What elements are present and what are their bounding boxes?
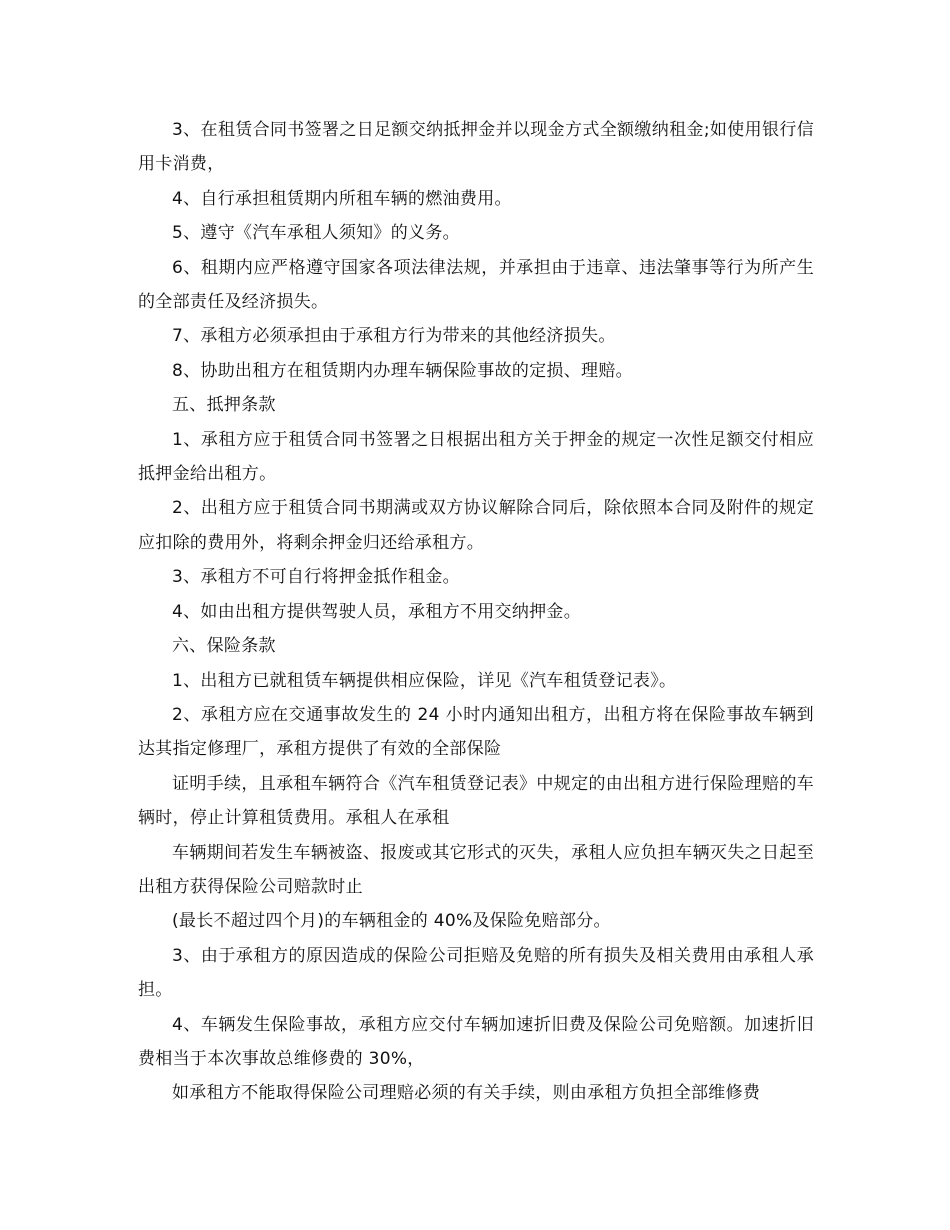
clause-5-1: 1、承租方应于租赁合同书签署之日根据出租方关于押金的规定一次性足额交付相应抵押金给出租方。	[138, 429, 814, 485]
clause-5-3: 3、承租方不可自行将押金抵作租金。	[172, 567, 460, 588]
clause-5-4: 4、如由出租方提供驾驶人员，承租方不用交纳押金。	[172, 601, 582, 622]
clause-4-5: 5、遵守《汽车承租人须知》的义务。	[172, 223, 460, 244]
clause-6-4: 4、车辆发生保险事故，承租方应交付车辆加速折旧费及保险公司免赔额。加速折旧费相当于本次事故总维修费的 30%，	[138, 1014, 814, 1069]
clause-6-4-continued: 如承租方不能取得保险公司理赔必须的有关手续，则由承租方负担全部维修费	[172, 1083, 761, 1104]
section-heading-insurance: 六、保险条款	[172, 636, 276, 657]
clause-4-8: 8、协助出租方在租赁期内办理车辆保险事故的定损、理赔。	[172, 360, 633, 381]
clause-6-2: 2、承租方应在交通事故发生的 24 小时内通知出租方，出租方将在保险事故车辆到达其指定修理厂，承租方提供了有效的全部保险	[138, 704, 814, 760]
document-body	[138, 113, 814, 1111]
clause-6-2-continued-a: 证明手续，且承租车辆符合《汽车租赁登记表》中规定的由出租方进行保险理赔的车辆时，停止计算租赁费用。承租人在承租	[138, 773, 814, 829]
clause-4-6: 6、租期内应严格遵守国家各项法律法规，并承担由于违章、违法肇事等行为所产生的全部责任及经济损失。	[138, 257, 814, 313]
clause-6-1: 1、出租方已就租赁车辆提供相应保险，详见《汽车租赁登记表》。	[172, 670, 677, 691]
clause-6-3: 3、由于承租方的原因造成的保险公司拒赔及免赔的所有损失及相关费用由承租人承担。	[138, 945, 814, 1001]
clause-6-2-continued-c: (最长不超过四个月)的车辆租金的 40%及保险免赔部分。	[172, 911, 611, 932]
clause-5-2: 2、出租方应于租赁合同书期满或双方协议解除合同后，除依照本合同及附件的规定应扣除的费用外，将剩余押金归还给承租方。	[138, 498, 814, 553]
clause-6-2-continued-b: 车辆期间若发生车辆被盗、报废或其它形式的灭失，承租人应负担车辆灭失之日起至出租方获得保险公司赔款时止	[138, 842, 814, 897]
clause-4-4: 4、自行承担租赁期内所租车辆的燃油费用。	[172, 188, 512, 209]
clause-4-7: 7、承租方必须承担由于承租方行为带来的其他经济损失。	[172, 326, 616, 347]
section-heading-deposit: 五、抵押条款	[172, 395, 276, 416]
clause-4-3: 3、在租赁合同书签署之日足额交纳抵押金并以现金方式全额缴纳租金;如使用银行信用卡消费，	[138, 120, 814, 175]
